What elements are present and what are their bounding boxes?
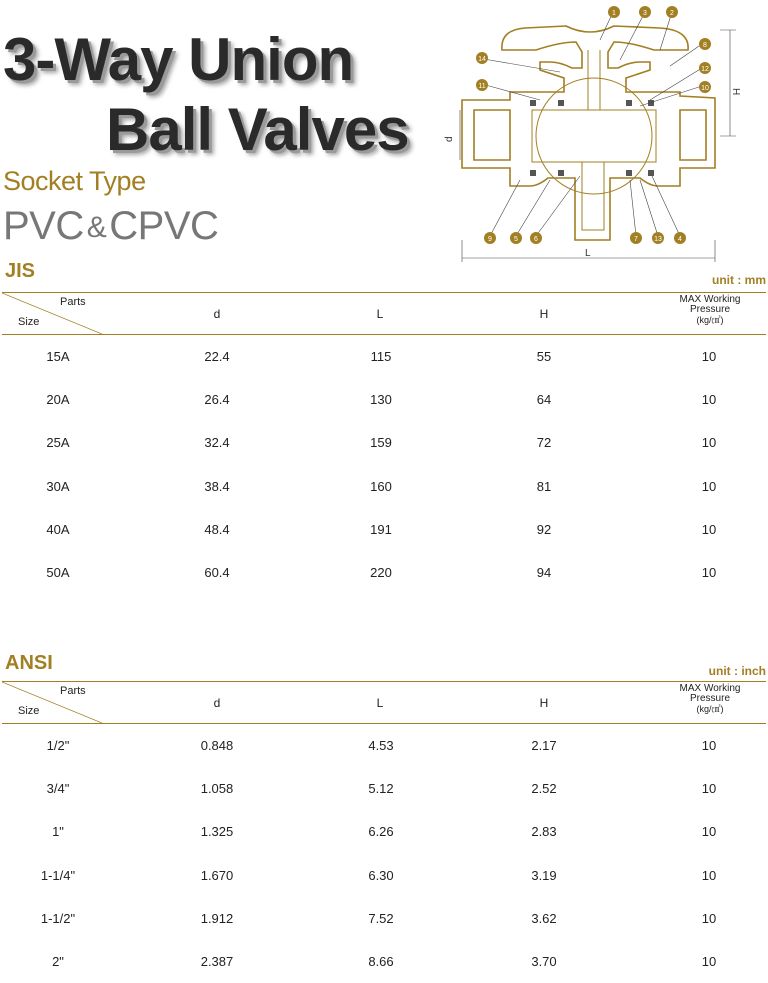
table-row: [2, 335, 766, 378]
header-parts: Parts: [60, 296, 86, 308]
pressure-cell: 10: [701, 564, 717, 580]
header-l: L: [376, 307, 384, 321]
size-cell: 50A: [46, 564, 70, 580]
d-cell: 60.4: [204, 564, 230, 580]
jis-heading: JIS: [5, 260, 36, 282]
title-line-1: 3-Way Union: [3, 26, 354, 93]
callout-4: 4: [678, 236, 682, 243]
l-cell: 8.66: [368, 953, 394, 969]
table-row: [2, 551, 766, 594]
jis-table: [2, 292, 766, 594]
ansi-unit: unit : inch: [708, 664, 766, 678]
h-cell: 55: [536, 349, 552, 364]
table-header: [2, 681, 766, 724]
l-cell: 115: [370, 349, 392, 364]
table-row: [2, 810, 766, 853]
l-cell: 6.26: [368, 824, 394, 840]
ampersand: &: [86, 211, 107, 244]
jis-unit: unit : mm: [712, 273, 766, 287]
l-cell: 159: [370, 435, 392, 451]
size-cell: 20A: [46, 392, 70, 408]
l-cell: 220: [370, 564, 392, 580]
d-cell: 32.4: [204, 435, 230, 451]
pressure-cell: 10: [701, 824, 717, 840]
title-line-2: Ball Valves: [106, 96, 409, 163]
h-cell: 94: [536, 564, 552, 580]
callout-11: 11: [478, 83, 486, 90]
ansi-heading: ANSI: [5, 652, 53, 674]
callout-8: 8: [703, 42, 707, 49]
l-cell: 191: [370, 521, 392, 537]
h-cell: 3.70: [531, 953, 557, 969]
l-cell: 7.52: [368, 910, 394, 926]
h-cell: 2.17: [531, 738, 557, 753]
material-a: PVC: [3, 204, 84, 248]
l-cell: 6.30: [368, 867, 394, 883]
d-cell: 38.4: [204, 478, 230, 494]
pressure-cell: 10: [701, 781, 717, 797]
pressure-cell: 10: [701, 910, 717, 926]
table-row: [2, 940, 766, 983]
h-cell: 81: [536, 478, 552, 494]
d-cell: 0.848: [200, 738, 234, 753]
size-cell: 40A: [46, 521, 70, 537]
callout-markers: [476, 6, 711, 244]
size-cell: 1": [52, 824, 64, 840]
h-cell: 92: [536, 521, 552, 537]
pressure-cell: 10: [701, 349, 717, 364]
header-d: d: [213, 696, 221, 710]
size-cell: 1/2": [46, 738, 70, 753]
dim-label-h: H: [730, 88, 741, 96]
callout-3: 3: [643, 10, 647, 17]
header-size: Size: [18, 705, 40, 717]
header-l: L: [376, 696, 384, 710]
valve-cross-section-diagram: [440, 0, 768, 268]
callout-13: 13: [654, 236, 662, 243]
table-row: [2, 508, 766, 551]
l-cell: 160: [370, 478, 392, 494]
pressure-cell: 10: [701, 392, 717, 408]
callout-1: 1: [612, 10, 616, 17]
l-cell: 5.12: [368, 781, 394, 797]
table-row: [2, 767, 766, 810]
h-cell: 2.83: [531, 824, 557, 840]
size-cell: 30A: [46, 478, 70, 494]
pressure-cell: 10: [701, 738, 717, 753]
pressure-cell: 10: [701, 478, 717, 494]
size-cell: 1-1/4": [40, 867, 76, 883]
d-cell: 2.387: [200, 953, 234, 969]
l-cell: 4.53: [368, 738, 394, 753]
h-cell: 64: [536, 392, 552, 408]
header-diagonal-line: [2, 293, 102, 334]
header-parts: Parts: [60, 685, 86, 697]
d-cell: 1.670: [200, 867, 234, 883]
mwp-line-2: Pressure: [689, 304, 730, 315]
callout-10: 10: [701, 85, 709, 92]
d-cell: 1.325: [200, 824, 234, 840]
h-cell: 3.19: [531, 867, 557, 883]
header-diagonal-line: [2, 682, 102, 723]
callout-12: 12: [701, 66, 709, 73]
callout-2: 2: [670, 10, 674, 17]
table-row: [2, 421, 766, 464]
size-cell: 25A: [46, 435, 70, 451]
size-cell: 15A: [46, 349, 70, 364]
ansi-table-body: [2, 724, 766, 983]
ansi-table: [2, 681, 766, 983]
header-max-working-pressure: [670, 684, 750, 714]
header-size: Size: [18, 316, 40, 328]
table-row: [2, 378, 766, 421]
dim-label-l: L: [585, 248, 591, 259]
callout-14: 14: [478, 56, 486, 63]
callout-5: 5: [514, 236, 518, 243]
table-header: [2, 292, 766, 335]
d-cell: 1.912: [200, 910, 234, 926]
table-row: [2, 465, 766, 508]
header-d: d: [213, 307, 221, 321]
mwp-line-1: MAX Working: [679, 683, 741, 694]
pressure-cell: 10: [701, 435, 717, 451]
h-cell: 2.52: [531, 781, 557, 797]
header-h: H: [539, 696, 549, 710]
table-row: [2, 724, 766, 767]
socket-type-label: Socket Type: [3, 166, 146, 196]
dim-label-d: d: [444, 136, 455, 142]
callout-9: 9: [488, 236, 492, 243]
d-cell: 1.058: [200, 781, 234, 797]
material-b: CPVC: [109, 204, 219, 248]
header-h: H: [539, 307, 549, 321]
jis-table-body: [2, 335, 766, 594]
d-cell: 22.4: [204, 349, 230, 364]
size-cell: 2": [52, 953, 64, 969]
pressure-cell: 10: [701, 521, 717, 537]
table-row: [2, 854, 766, 897]
h-cell: 72: [536, 435, 552, 451]
d-cell: 26.4: [204, 392, 230, 408]
callout-6: 6: [534, 236, 538, 243]
material-label: [3, 204, 218, 249]
mwp-line-2: Pressure: [689, 693, 730, 704]
h-cell: 3.62: [531, 910, 557, 926]
header-max-working-pressure: [670, 295, 750, 325]
pressure-cell: 10: [701, 867, 717, 883]
l-cell: 130: [370, 392, 392, 408]
table-row: [2, 897, 766, 940]
mwp-line-3: (kg/㎠): [696, 704, 724, 714]
pressure-cell: 10: [701, 953, 717, 969]
size-cell: 3/4": [46, 781, 70, 797]
mwp-line-1: MAX Working: [679, 294, 741, 305]
size-cell: 1-1/2": [40, 910, 76, 926]
callout-7: 7: [634, 236, 638, 243]
d-cell: 48.4: [204, 521, 230, 537]
mwp-line-3: (kg/㎠): [696, 315, 724, 325]
